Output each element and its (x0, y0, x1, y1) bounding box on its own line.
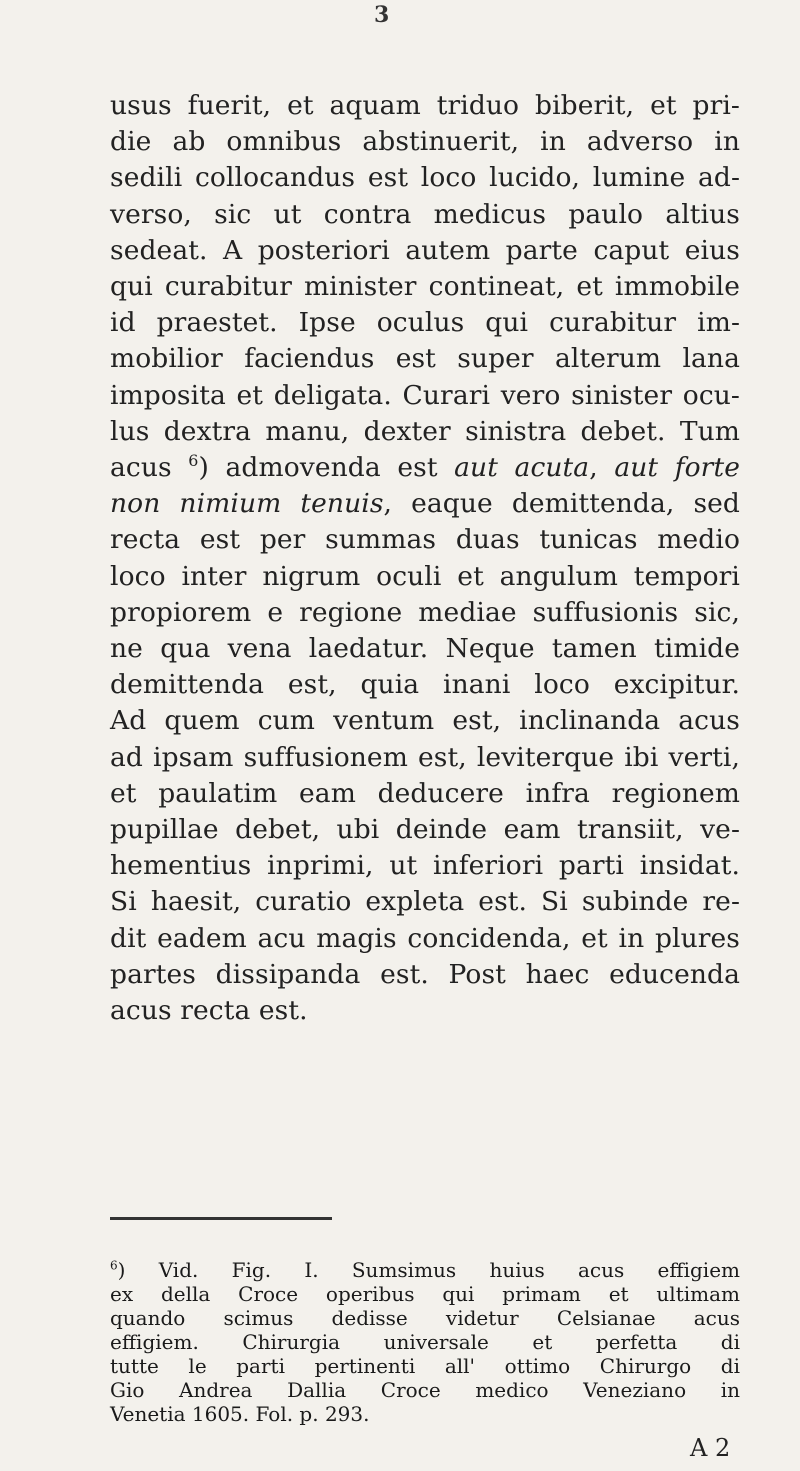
text-line: loco inter nigrum oculi et angulum tempori (110, 560, 740, 592)
footnote-marker: 6 (110, 1258, 118, 1273)
text-fragment: acus (110, 452, 189, 484)
text-line: et paulatim eam deducere infra regionem (110, 777, 740, 809)
text-line: sedeat. A posteriori autem parte caput eius (110, 234, 740, 266)
text-line: verso, sic ut contra medicus paulo altius (110, 198, 740, 230)
footnote-line: ex della Croce operibus qui primam et ultimam (110, 1282, 740, 1306)
text-line: imposita et deligata. Curari vero sinister ocu- (110, 379, 740, 411)
body-text (110, 88, 740, 1029)
text-line: ne qua vena laedatur. Neque tamen timide (110, 633, 740, 665)
footnote-line: Venetia 1605. Fol. p. 293. (110, 1402, 370, 1426)
text-line: Ad quem cum ventum est, inclinanda acus (110, 705, 740, 737)
footnote-line: Gio Andrea Dallia Croce medico Veneziano in (110, 1378, 740, 1402)
page-number: 3 (374, 2, 390, 28)
text-fragment: ) Vid. Fig. I. Sumsimus huius acus effigiem (117, 1258, 740, 1282)
text-line: id praestet. Ipse oculus qui curabitur im- (110, 307, 740, 339)
text-fragment: , (589, 452, 615, 484)
text-line: Si haesit, curatio expleta est. Si subinde re- (110, 886, 740, 918)
footnote-separator (110, 1217, 332, 1220)
text-line: partes dissipanda est. Post haec educenda (110, 958, 740, 990)
text-line: qui curabitur minister contineat, et immobile (110, 271, 740, 303)
footnote-line (110, 1258, 740, 1282)
footnote-line: quando scimus dedisse videtur Celsianae acus (110, 1306, 740, 1330)
italic-phrase: aut acuta (454, 452, 590, 484)
text-line: demittenda est, quia inani loco excipitur. (110, 669, 740, 701)
footnote-line: effigiem. Chirurgia universale et perfetta di (110, 1330, 740, 1354)
text-line: pupillae debet, ubi deinde eam transiit, ve- (110, 814, 740, 846)
text-line: recta est per summas duas tunicas medio (110, 524, 740, 556)
text-line (110, 486, 740, 522)
text-line: dit eadem acu magis concidenda, et in plures (110, 922, 740, 954)
signature-mark: A 2 (690, 1434, 731, 1462)
text-line: usus fuerit, et aquam triduo biberit, et pri- (110, 90, 740, 121)
italic-phrase: aut forte (614, 452, 740, 484)
text-line: hementius inprimi, ut inferiori parti insidat. (110, 850, 740, 882)
text-fragment: , eaque demittenda, sed (383, 488, 740, 520)
text-line: propiorem e regione mediae suffusionis sic, (110, 596, 740, 628)
text-line: mobilior faciendus est super alterum lana (110, 343, 740, 375)
text-line: sedili collocandus est loco lucido, lumine ad- (110, 162, 740, 194)
italic-phrase: non nimium tenuis (110, 488, 384, 520)
footnote-line: tutte le parti pertinenti all' ottimo Chirurgo di (110, 1354, 740, 1378)
text-line: die ab omnibus abstinuerit, in adverso in (110, 126, 740, 158)
text-line: lus dextra manu, dexter sinistra debet. Tum (110, 415, 740, 447)
text-line: acus recta est. (110, 995, 308, 1027)
footnote-reference: 6 (188, 451, 199, 471)
text-line (110, 450, 740, 486)
text-line: ad ipsam suffusionem est, leviterque ibi verti, (110, 741, 740, 773)
footnote (110, 1258, 740, 1426)
text-fragment: ) admovenda est (198, 452, 455, 484)
